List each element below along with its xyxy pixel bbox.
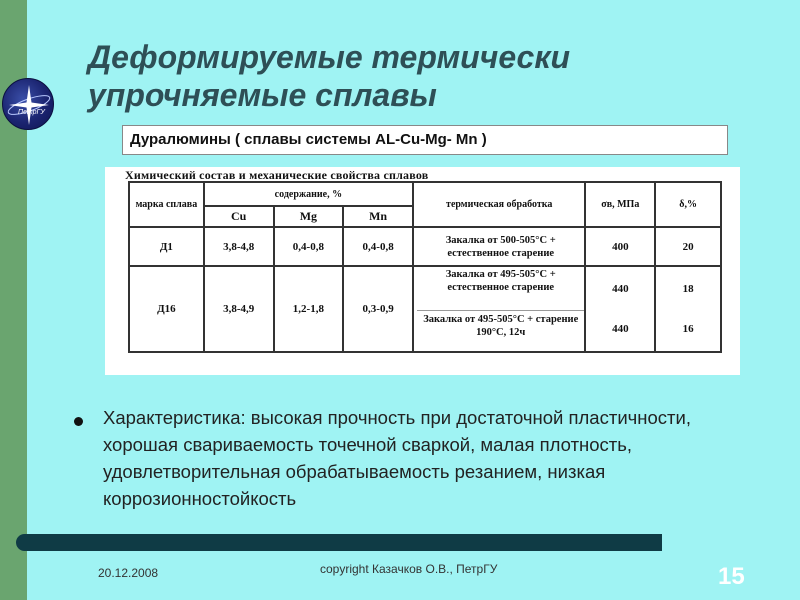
cell-treatment: Закалка от 495-505°С + естественное старение [445,269,556,293]
cell-treatment: Закалка от 500-505°С + естественное старение [413,227,585,266]
cell-delta: 20 [655,227,721,266]
header-mg: Mg [274,206,344,227]
subtitle-text: Дуралюмины ( сплавы системы AL-Cu-Mg- Mn ) [130,131,487,148]
alloy-table [128,181,722,353]
cell-grade: Д1 [129,227,204,266]
cell-delta-group [655,266,721,352]
cell-sigma: 400 [585,227,655,266]
header-sigma: σв, МПа [585,182,655,227]
cell-grade: Д16 [129,266,204,352]
cell-mn: 0,3-0,9 [343,266,413,352]
header-grade: марка сплава [129,182,204,227]
header-cu: Cu [204,206,274,227]
cell-mg: 0,4-0,8 [274,227,344,266]
table-row [129,227,721,266]
slide-title [88,38,688,114]
cell-treatment: Закалка от 495-505°С + старение 190°С, 12ч [417,310,584,350]
subtitle-box [122,125,728,155]
university-logo [2,78,54,130]
cell-delta: 16 [682,323,694,335]
cell-mg: 1,2-1,8 [274,266,344,352]
header-content: содержание, % [204,182,413,206]
cell-treatment-group [413,266,585,352]
header-mn: Mn [343,206,413,227]
bullet-text: Характеристика: высокая прочность при достаточной пластичности, хорошая свариваемость точечной сваркой, малая плотность, удовлетворительная обрабатываемость резанием, низкая коррозионностойкость [103,407,691,509]
table-row [129,266,721,352]
header-delta: δ,% [655,182,721,227]
cell-cu: 3,8-4,8 [204,227,274,266]
logo-text: ПетрГУ [18,109,45,116]
cell-sigma-group [585,266,655,352]
star-icon [3,79,55,131]
cell-delta: 18 [682,283,694,295]
bullet-icon [74,417,83,426]
table-caption: Химический состав и механические свойства сплавов [125,168,429,182]
page-number: 15 [718,563,745,590]
cell-sigma: 440 [612,323,629,335]
footer-copyright: copyright Казачков О.В., ПетрГУ [320,562,498,576]
title-line-1: Деформируемые термически [88,39,571,75]
table-header-row [129,182,721,206]
cell-mn: 0,4-0,8 [343,227,413,266]
cell-cu: 3,8-4,9 [204,266,274,352]
cell-sigma: 440 [612,283,629,295]
alloy-table-panel [105,167,740,375]
footer-date: 20.12.2008 [98,566,159,580]
footer-bar [16,534,662,551]
title-line-2: упрочняемые сплавы [88,77,437,113]
header-treatment: термическая обработка [413,182,585,227]
